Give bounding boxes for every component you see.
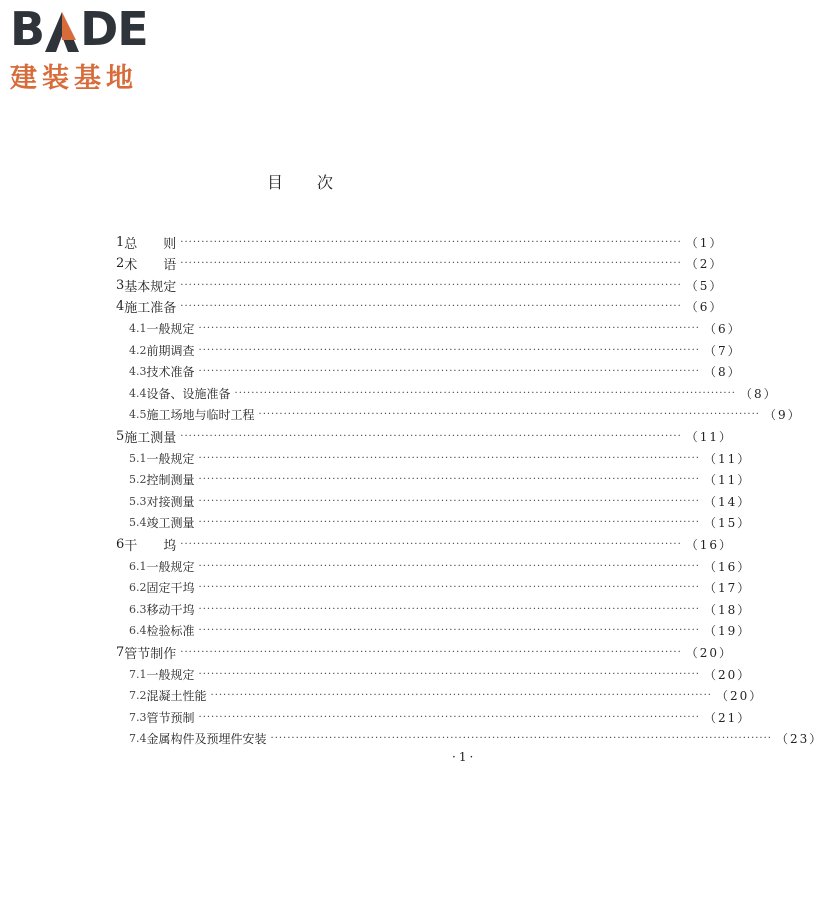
toc-leader-dots: ························································································································	[180, 538, 682, 550]
toc-section-row[interactable]	[129, 405, 802, 425]
logo-letters-de: DE	[80, 2, 148, 56]
toc-leader-dots: ························································································································	[198, 560, 700, 572]
toc-label: 控制测量	[146, 473, 195, 488]
toc-number: 4.3	[129, 365, 147, 379]
toc-number: 1	[116, 234, 125, 250]
toc-section-row[interactable]	[129, 318, 742, 338]
toc-page: （7）	[703, 343, 742, 358]
toc-page: （5）	[685, 278, 724, 293]
toc-label: 设备、设施准备	[146, 386, 231, 401]
toc-label: 干 坞	[124, 538, 177, 554]
page-number: ·1·	[452, 750, 477, 764]
toc-label: 对接测量	[146, 494, 195, 509]
toc-page: （15）	[703, 516, 752, 531]
toc-label: 基本规定	[124, 279, 177, 295]
toc-page: （20）	[715, 689, 764, 704]
toc-chapter-row[interactable]	[116, 642, 734, 662]
toc-number: 5.3	[129, 494, 147, 508]
toc-page: （8）	[703, 365, 742, 380]
toc-leader-dots: ························································································································	[198, 603, 700, 615]
toc-page: （16）	[703, 559, 752, 574]
toc-chapter-row[interactable]	[116, 426, 734, 446]
toc-leader-dots: ························································································································	[198, 582, 700, 594]
toc-number: 6	[116, 536, 125, 552]
toc-label: 术 语	[124, 258, 177, 274]
toc-leader-dots: ························································································································	[198, 517, 700, 529]
toc-section-row[interactable]	[129, 686, 764, 706]
brand-logo	[10, 2, 180, 95]
page-title: 目次	[266, 173, 367, 192]
toc-page: （11）	[703, 451, 752, 466]
toc-leader-dots: ························································································································	[270, 733, 772, 745]
toc-page: （23）	[775, 732, 823, 747]
logo-letter-b: B	[10, 2, 45, 56]
toc-section-row[interactable]	[129, 729, 823, 749]
toc-section-row[interactable]	[129, 383, 778, 403]
toc-label: 施工测量	[124, 430, 177, 446]
toc-page: （9）	[763, 408, 802, 423]
logo-wordmark	[10, 2, 180, 56]
toc-leader-dots: ························································································································	[234, 387, 736, 399]
toc-chapter-row[interactable]	[116, 232, 724, 252]
toc-page: （11）	[685, 429, 734, 444]
toc-number: 5	[116, 428, 125, 444]
toc-leader-dots: ························································································································	[198, 366, 700, 378]
toc-number: 5.1	[129, 451, 147, 465]
toc-leader-dots: ························································································································	[180, 646, 682, 658]
toc-leader-dots: ························································································································	[198, 495, 700, 507]
toc-leader-dots: ························································································································	[198, 668, 700, 680]
toc-number: 7.4	[129, 732, 147, 746]
toc-section-row[interactable]	[129, 578, 752, 598]
toc-page: （20）	[685, 645, 734, 660]
toc-chapter-row[interactable]	[116, 254, 724, 274]
toc-number: 6.4	[129, 624, 147, 638]
toc-page: （19）	[703, 624, 752, 639]
toc-number: 5.2	[129, 473, 147, 487]
toc-label: 固定干坞	[146, 581, 195, 596]
toc-section-row[interactable]	[129, 513, 752, 533]
toc-leader-dots: ························································································································	[198, 625, 700, 637]
toc-label: 管节制作	[124, 646, 177, 662]
toc-leader-dots: ························································································································	[198, 452, 700, 464]
toc-label: 一般规定	[146, 451, 195, 466]
toc-label: 一般规定	[146, 667, 195, 682]
toc-page: （1）	[685, 235, 724, 250]
toc-section-row[interactable]	[129, 621, 752, 641]
toc-chapter-row[interactable]	[116, 534, 734, 554]
toc-page: （8）	[739, 386, 778, 401]
toc-number: 3	[116, 277, 125, 293]
toc-number: 6.3	[129, 602, 147, 616]
toc-leader-dots: ························································································································	[180, 430, 682, 442]
toc-number: 4.2	[129, 343, 147, 357]
toc-section-row[interactable]	[129, 556, 752, 576]
toc-leader-dots: ························································································································	[180, 258, 682, 270]
toc-label: 检验标准	[146, 624, 195, 639]
toc-number: 7.2	[129, 689, 147, 703]
toc-leader-dots: ························································································································	[180, 279, 682, 291]
toc-number: 4.4	[129, 386, 147, 400]
toc-leader-dots: ························································································································	[198, 344, 700, 356]
toc-section-row[interactable]	[129, 664, 752, 684]
toc-number: 6.1	[129, 559, 147, 573]
toc-page: （2）	[685, 257, 724, 272]
toc-section-row[interactable]	[129, 340, 742, 360]
toc-page: （6）	[703, 321, 742, 336]
toc-label: 施工场地与临时工程	[146, 408, 255, 423]
toc-page: （16）	[685, 537, 734, 552]
toc-number: 6.2	[129, 581, 147, 595]
toc-number: 2	[116, 256, 125, 272]
toc-section-row[interactable]	[129, 707, 752, 727]
toc-leader-dots: ························································································································	[210, 690, 712, 702]
toc-chapter-row[interactable]	[116, 275, 724, 295]
toc-page: （14）	[703, 494, 752, 509]
toc-section-row[interactable]	[129, 448, 752, 468]
toc-chapter-row[interactable]	[116, 297, 724, 317]
toc-section-row[interactable]	[129, 491, 752, 511]
toc-label: 施工准备	[124, 301, 177, 317]
toc-page: （11）	[703, 473, 752, 488]
toc-label: 金属构件及预埋件安装	[146, 732, 267, 747]
toc-leader-dots: ························································································································	[198, 711, 700, 723]
toc-label: 前期调查	[146, 343, 195, 358]
toc-leader-dots: ························································································································	[198, 474, 700, 486]
toc-label: 管节预制	[146, 710, 195, 725]
toc-label: 竣工测量	[146, 516, 195, 531]
toc-leader-dots: ························································································································	[258, 409, 760, 421]
toc-page: （21）	[703, 710, 752, 725]
logo-subtitle: 建装基地	[10, 63, 138, 94]
toc-number: 7	[116, 644, 125, 660]
toc-leader-dots: ························································································································	[180, 236, 682, 248]
toc-leader-dots: ························································································································	[198, 322, 700, 334]
toc-label: 一般规定	[146, 559, 195, 574]
toc-number: 4.5	[129, 408, 147, 422]
toc-section-row[interactable]	[129, 470, 752, 490]
toc-label: 技术准备	[146, 365, 195, 380]
toc-page: （18）	[703, 602, 752, 617]
toc-label: 总 则	[124, 236, 177, 252]
logo-a-mark-icon	[45, 6, 79, 52]
toc-leader-dots: ························································································································	[180, 301, 682, 313]
toc-number: 7.3	[129, 710, 147, 724]
toc-page: （17）	[703, 581, 752, 596]
toc-number: 5.4	[129, 516, 147, 530]
toc-label: 一般规定	[146, 321, 195, 336]
toc-label: 混凝土性能	[146, 689, 207, 704]
toc-number: 4	[116, 299, 125, 315]
toc-page: （6）	[685, 300, 724, 315]
toc-page: （20）	[703, 667, 752, 682]
toc-number: 7.1	[129, 667, 147, 681]
toc-section-row[interactable]	[129, 362, 742, 382]
toc-section-row[interactable]	[129, 599, 752, 619]
toc-label: 移动干坞	[146, 602, 195, 617]
toc-number: 4.1	[129, 321, 147, 335]
